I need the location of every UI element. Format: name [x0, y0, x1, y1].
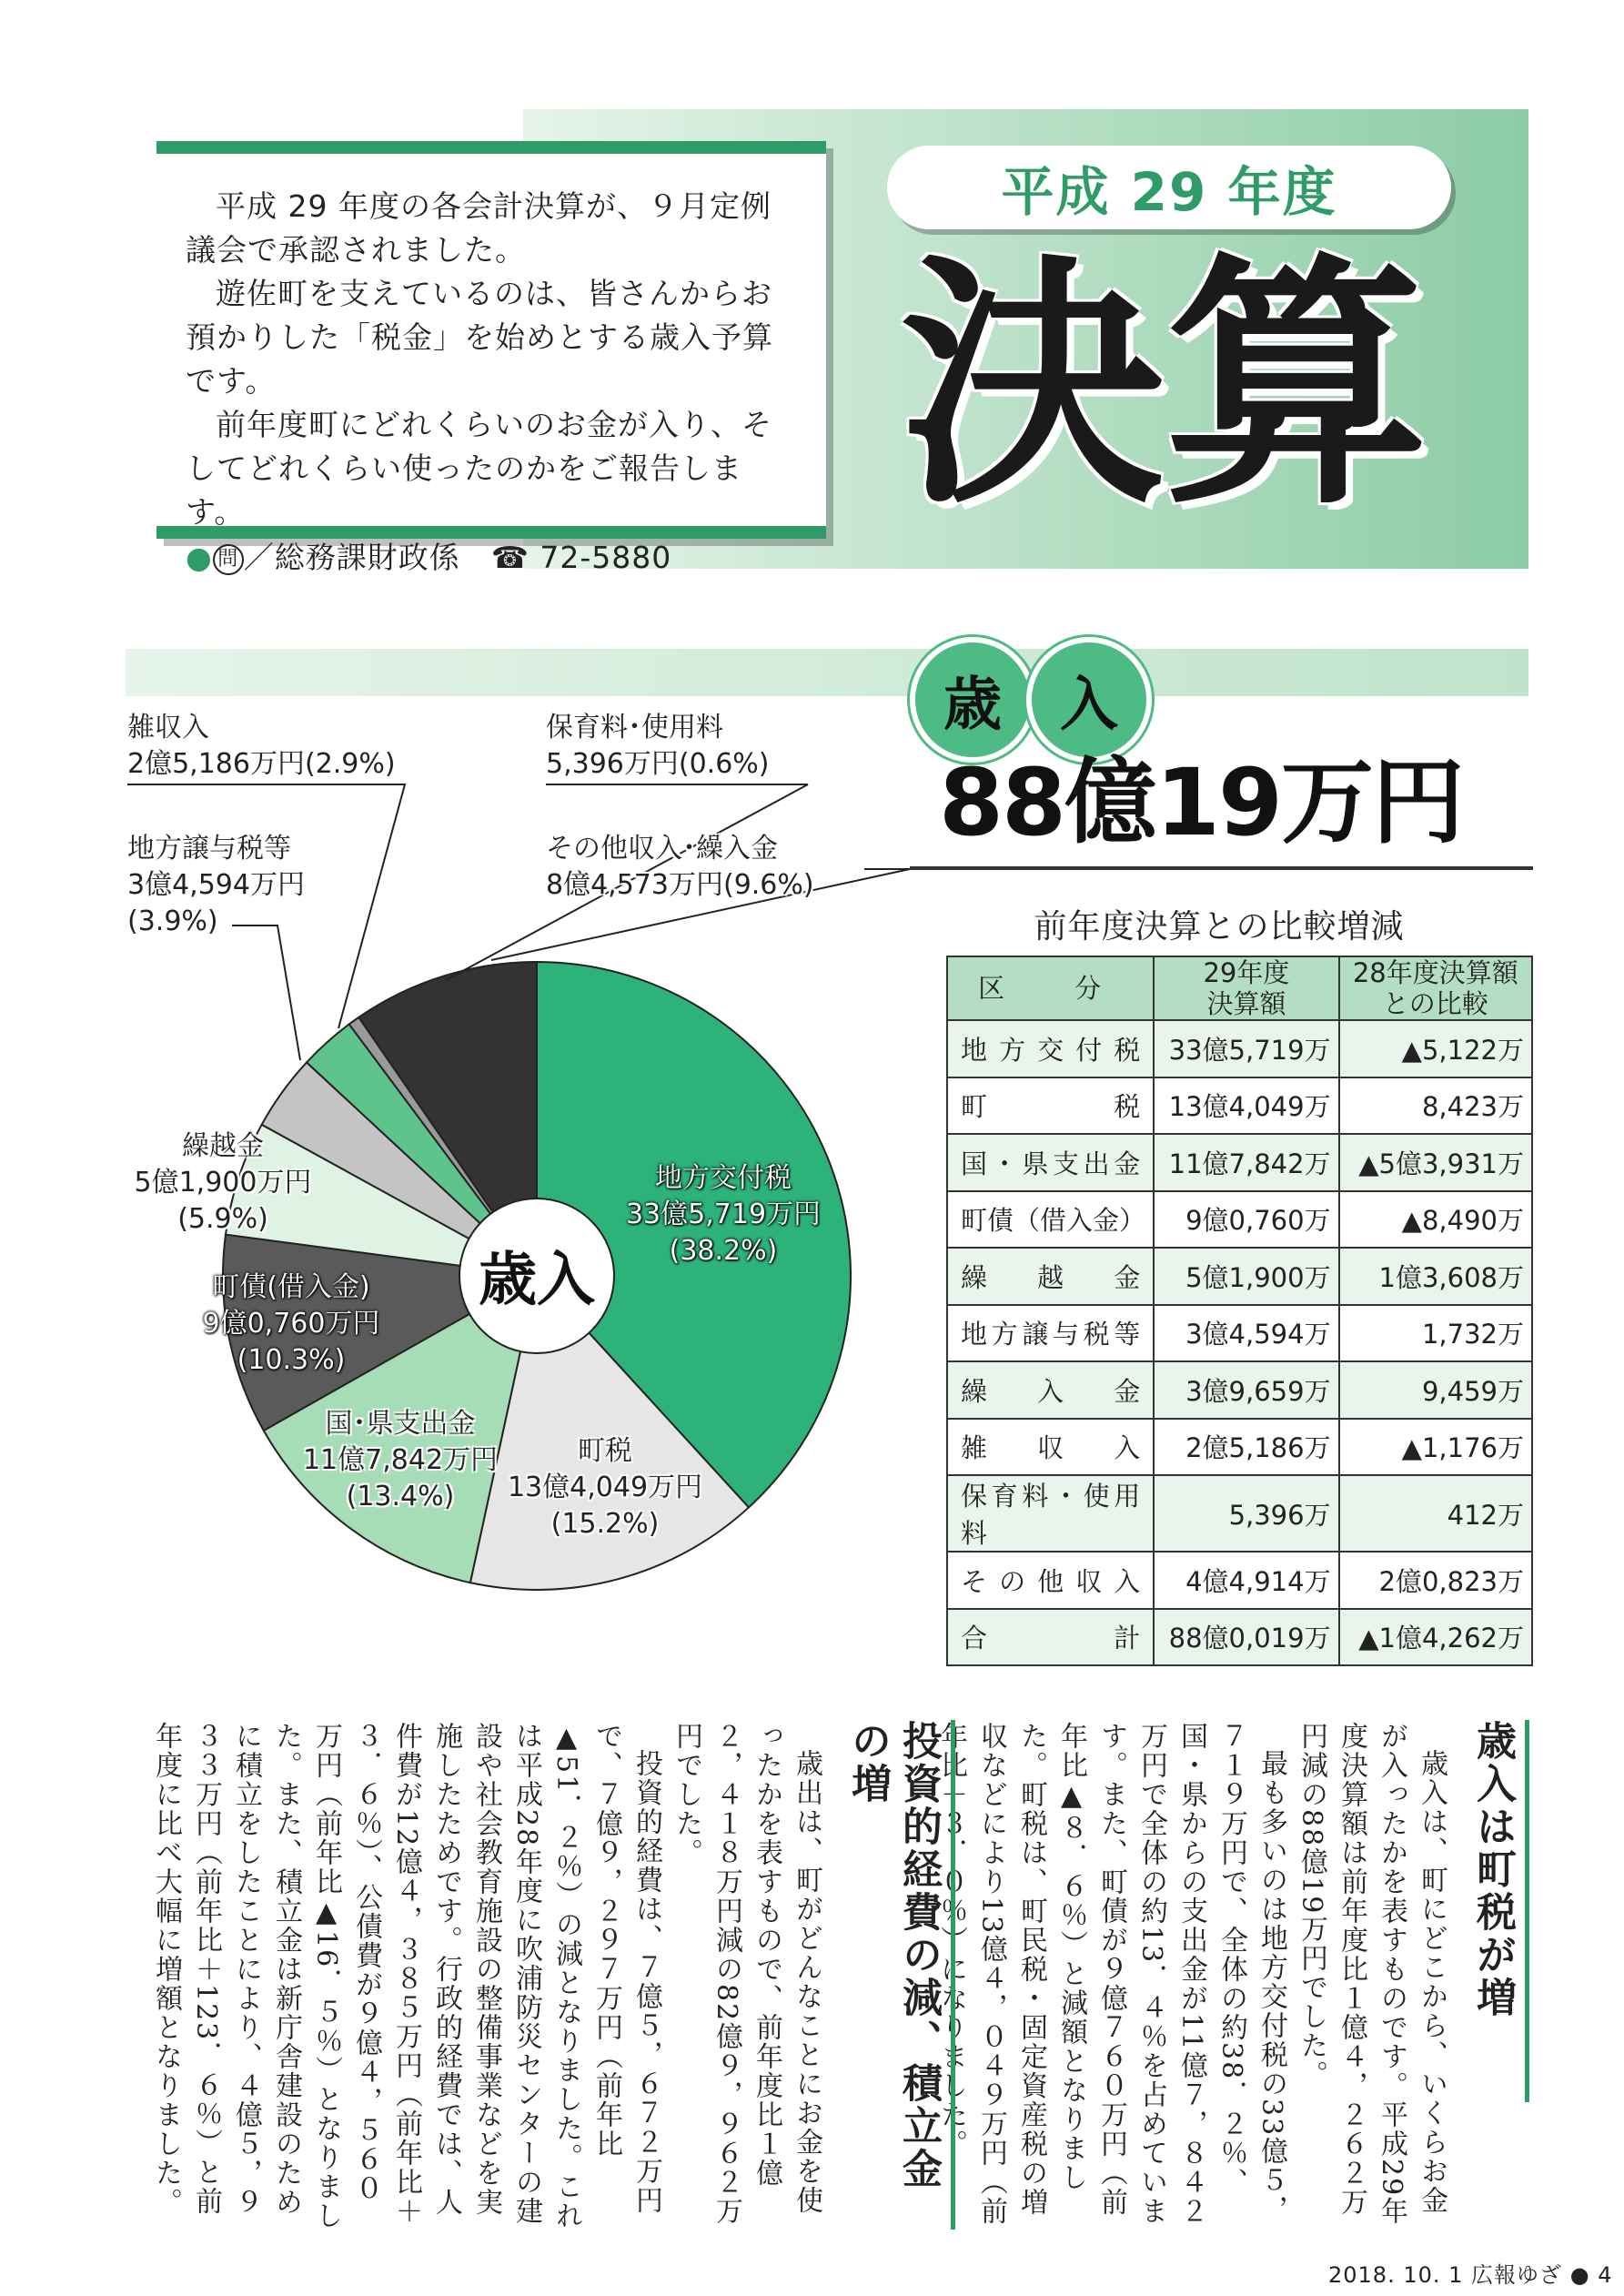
cell-category: 繰越金 [947, 1248, 1154, 1305]
revenue-total: 88億19万円 [939, 749, 1463, 857]
cell-diff: 8,423万 [1339, 1077, 1532, 1135]
pie-center-label: 歳入 [479, 1247, 595, 1314]
contact-phone: 72-5880 [540, 540, 672, 575]
contact-kan-icon: 問 [213, 544, 244, 575]
cell-diff: 9,459万 [1339, 1361, 1532, 1419]
article2-body [126, 1722, 826, 2231]
label-other-income [546, 831, 814, 904]
article1-paragraph-1: 歳入は、町にどこから、いくらお金が入ったかを表すものです。平成29年度決算額は前年度比１億４，２６２万円減の88億19万円でした。 [1296, 1722, 1447, 2227]
article1-body [910, 1722, 1451, 2231]
table-header-diff: 28年度決算額 との比較 [1339, 956, 1532, 1020]
label-fees-name: 保育料･使用料 [546, 712, 723, 743]
label-local-allocation-name: 地方交付税 [655, 1162, 792, 1194]
label-subsidies-pct: (13.4%) [346, 1481, 455, 1512]
article1-paragraph-2: 最も多いのは地方交付税の33億５，７１９万円で、全体の約38．２％、国・県からの支出金が11億７，８４２万円で全体の約13．４％を占めています。また、町債が９億７６０万円（前年比▲８．６％）と減額となりました。町税は、町民税・固定資産税の増収などにより13億４，０４９万円（前年比＋３．０％）になりました。 [935, 1722, 1287, 2227]
label-misc-income [127, 710, 396, 783]
revenue-title-char-1: 歳 [910, 637, 1035, 763]
footer-date: 2018. 10. 1 [1328, 2262, 1464, 2288]
label-other-income-amount: 8億4,573万円(9.6%) [546, 869, 814, 901]
label-fees [546, 710, 770, 783]
label-transfer-tax-name: 地方譲与税等 [127, 833, 291, 865]
phone-icon: ☎ [490, 540, 530, 575]
label-town-tax-name: 町税 [578, 1435, 632, 1467]
cell-amount: 4億4,914万 [1154, 1552, 1338, 1609]
intro-paragraph-1: 平成 29 年度の各会計決算が、９月定例議会で承認されました。 [186, 188, 772, 268]
contact-dept: ／総務課財政係 [243, 540, 460, 575]
cell-diff: ▲5億3,931万 [1339, 1134, 1532, 1191]
footer-publication: 広報ゆざ [1471, 2262, 1563, 2288]
cell-category: 保育料・使用料 [947, 1475, 1154, 1552]
cell-amount: 9億0,760万 [1154, 1191, 1338, 1249]
cell-amount: 3億4,594万 [1154, 1305, 1338, 1362]
cell-category: 町税 [947, 1077, 1154, 1135]
label-transfer-tax [127, 831, 305, 940]
label-municipal-bond-name: 町債(借入金) [212, 1271, 370, 1303]
cell-amount: 88億0,019万 [1154, 1609, 1338, 1666]
label-subsidies-name: 国･県支出金 [325, 1408, 476, 1440]
cell-diff: 2億0,823万 [1339, 1552, 1532, 1609]
label-municipal-bond [182, 1269, 400, 1379]
label-town-tax-pct: (15.2%) [550, 1508, 660, 1540]
cell-diff: ▲5,122万 [1339, 1020, 1532, 1077]
cell-diff: ▲1,176万 [1339, 1419, 1532, 1476]
label-carryover-amount: 5億1,900万円 [134, 1167, 312, 1199]
label-local-allocation-amount: 33億5,719万円 [625, 1199, 822, 1230]
label-carryover [114, 1128, 332, 1238]
cell-amount: 11億7,842万 [1154, 1134, 1338, 1191]
label-town-tax-amount: 13億4,049万円 [507, 1472, 703, 1503]
comparison-title: 前年度決算との比較増減 [1034, 908, 1405, 946]
label-fees-amount: 5,396万円(0.6%) [546, 748, 770, 780]
cell-diff: 1,732万 [1339, 1305, 1532, 1362]
label-transfer-tax-pct: (3.9%) [127, 905, 218, 937]
leader-line-transfer-tax [232, 925, 300, 1060]
label-municipal-bond-amount: 9億0,760万円 [202, 1308, 380, 1340]
label-town-tax [496, 1433, 714, 1542]
cell-category: 雑収入 [947, 1419, 1154, 1476]
cell-amount: 3億9,659万 [1154, 1361, 1338, 1419]
cell-diff: ▲8,490万 [1339, 1191, 1532, 1249]
article2-paragraph-2: 投資的経費は、７億５，６７２万円で、７億９，２９７万円（前年比▲51．２％）の減となりました。これは平成28年度に吹浦防災センターの建設や社会教育施設の整備事業などを実施したためです。行政的経費では、人件費が12億４，３８５万円（前年比＋３．６％）、公債費が９億４，５６０万円（前年比▲16．５％）となりました。また、積立金は新庁舎建設のために積立をしたことにより、４億５，９３３万円（前年比＋123．６％）と前年度に比べ大幅に増額となりました。 [150, 1722, 662, 2231]
cell-category: 国・県支出金 [947, 1134, 1154, 1191]
intro-paragraph-2: 遊佐町を支えているのは、皆さんからお預かりした「税金」を始めとする歳入予算です。 [186, 276, 773, 399]
article2-heading: 投資的経費の減、積立金の増 [842, 1720, 955, 2230]
cell-diff: ▲1億4,262万 [1339, 1609, 1532, 1666]
cell-category: 地方交付税 [947, 1020, 1154, 1077]
cell-amount: 5,396万 [1154, 1475, 1338, 1552]
revenue-title-char-2: 入 [1026, 637, 1152, 763]
label-carryover-name: 繰越金 [182, 1130, 264, 1162]
fiscal-year-label: 平成 29 年度 [887, 146, 1451, 229]
table-header-category: 区 分 [947, 956, 1154, 1020]
cell-amount: 13億4,049万 [1154, 1077, 1338, 1135]
cell-amount: 2億5,186万 [1154, 1419, 1338, 1476]
table-header-amount: 29年度 決算額 [1154, 956, 1338, 1020]
label-other-income-name: その他収入･繰入金 [546, 833, 778, 865]
page-footer [1328, 2257, 1613, 2289]
cell-category: 地方譲与税等 [947, 1305, 1154, 1362]
footer-page-number: 4 [1598, 2262, 1613, 2288]
label-local-allocation-tax [610, 1160, 837, 1269]
cell-diff: 412万 [1339, 1475, 1532, 1552]
label-carryover-pct: (5.9%) [177, 1203, 268, 1235]
footer-bullet-icon: ● [1569, 2262, 1590, 2288]
page-title: 決算 [901, 233, 1428, 540]
label-misc-amount: 2億5,186万円(2.9%) [127, 748, 396, 780]
intro-paragraph-3: 前年度町にどれくらいのお金が入り、そしてどれくらい使ったのかをご報告します。 [186, 407, 772, 530]
cell-amount: 33億5,719万 [1154, 1020, 1338, 1077]
cell-category: 町債（借入金） [947, 1191, 1154, 1249]
cell-category: 合計 [947, 1609, 1154, 1666]
cell-category: その他収入 [947, 1552, 1154, 1609]
label-municipal-bond-pct: (10.3%) [237, 1344, 346, 1376]
cell-category: 繰入金 [947, 1361, 1154, 1419]
cell-amount: 5億1,900万 [1154, 1248, 1338, 1305]
cell-diff: 1億3,608万 [1339, 1248, 1532, 1305]
label-misc-name: 雑収入 [127, 712, 209, 743]
article2-paragraph-1: 歳出は、町がどんなことにお金を使ったかを表すもので、前年度比１億２，４１８万円減の82億９，９６２万円でした。 [671, 1722, 822, 2227]
label-subsidies [287, 1406, 514, 1515]
label-local-allocation-pct: (38.2%) [669, 1235, 778, 1267]
article1-heading: 歳入は町税が増 [1467, 1720, 1529, 2102]
label-transfer-tax-amount: 3億4,594万円 [127, 869, 305, 901]
label-subsidies-amount: 11億7,842万円 [302, 1444, 499, 1476]
contact-bullet-icon: ● [186, 540, 213, 575]
